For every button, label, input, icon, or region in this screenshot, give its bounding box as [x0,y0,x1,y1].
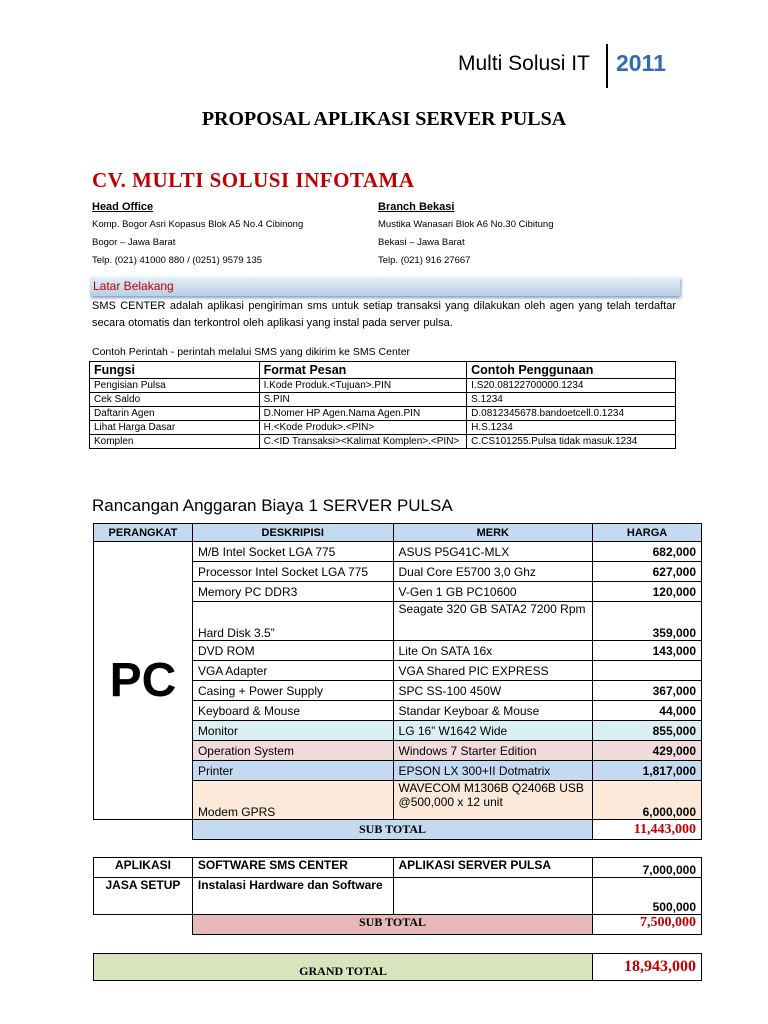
category-cell: JASA SETUP [94,878,193,915]
column-header: Contoh Penggunaan [467,362,676,379]
price-cell: 7,000,000 [593,858,702,878]
table-row [94,878,702,915]
price-cell: 44,000 [593,701,702,721]
brand-cell: ASUS P5G41C-MLX [393,542,593,562]
empty-cell [94,820,193,840]
budget-section-title: Rancangan Anggaran Biaya 1 SERVER PULSA [92,496,453,515]
description-cell: Casing + Power Supply [192,681,393,701]
description-cell: Modem GPRS [192,781,393,820]
subtotal-row [94,915,702,935]
description-cell: Keyboard & Mouse [192,701,393,721]
grand-total-label: GRAND TOTAL [94,954,593,981]
branch-block [378,198,553,270]
branch-label: Branch Bekasi [378,201,455,213]
table-cell: Pengisian Pulsa [90,379,260,393]
latar-belakang-paragraph: SMS CENTER adalah aplikasi pengiriman sms untuk setiap transaksi yang dilakukan oleh agen yang telah terdaftar secara otomatis dan terkontrol oleh aplikasi yang instal pada server pulsa. [92,300,676,329]
branch-line1: Mustika Wanasari Blok A6 No.30 Cibitung [378,219,554,230]
head-office-line1: Komp. Bogor Asri Kopasus Blok A5 No.4 Cibinong [92,219,304,230]
price-cell: 1,817,000 [593,761,702,781]
subtotal-value: 11,443,000 [593,820,702,840]
price-cell: 143,000 [593,641,702,661]
price-cell: 500,000 [593,878,702,915]
description-cell: SOFTWARE SMS CENTER [192,858,393,878]
aplikasi-table [93,857,702,935]
column-header: Fungsi [90,362,260,379]
table-cell: I.S20.08122700000.1234 [467,379,676,393]
price-cell: 6,000,000 [593,781,702,820]
brand-cell: V-Gen 1 GB PC10600 [393,582,593,602]
latar-belakang-heading: Latar Belakang [93,279,174,293]
description-cell: DVD ROM [192,641,393,661]
header-year: 2011 [616,50,666,76]
document-title: PROPOSAL APLIKASI SERVER PULSA [201,108,567,130]
table-cell: S.PIN [259,393,467,407]
subtotal-label: SUB TOTAL [192,820,592,840]
header-title: Multi Solusi IT [458,52,590,75]
table-cell: I.Kode Produk.<Tujuan>.PIN [259,379,467,393]
table-cell: H.<Kode Produk>.<PIN> [259,421,467,435]
price-cell: 682,000 [593,542,702,562]
brand-cell: Seagate 320 GB SATA2 7200 Rpm [393,602,593,641]
subtotal-value: 7,500,000 [593,915,702,935]
grand-total-table [93,953,702,981]
description-cell: Memory PC DDR3 [192,582,393,602]
grand-total-row [94,954,702,981]
price-cell: 627,000 [593,562,702,582]
table-row [90,421,676,435]
description-cell: Processor Intel Socket LGA 775 [192,562,393,582]
description-cell: Hard Disk 3.5” [192,602,393,641]
table-row [90,435,676,449]
column-header: MERK [393,524,593,542]
brand-cell: SPC SS-100 450W [393,681,593,701]
column-header: HARGA [593,524,702,542]
price-cell: 120,000 [593,582,702,602]
brand-cell: VGA Shared PIC EXPRESS [393,661,593,681]
table-cell: C.CS101255.Pulsa tidak masuk.1234 [467,435,676,449]
brand-cell: Windows 7 Starter Edition [393,741,593,761]
description-cell: M/B Intel Socket LGA 775 [192,542,393,562]
brand-cell: APLIKASI SERVER PULSA [393,858,593,878]
table-cell: Daftarin Agen [90,407,260,421]
description-cell: Monitor [192,721,393,741]
table-cell: H.S.1234 [467,421,676,435]
table-cell: S.1234 [467,393,676,407]
subtotal-label: SUB TOTAL [192,915,592,935]
empty-cell [94,915,193,935]
price-cell: 429,000 [593,741,702,761]
price-cell [593,661,702,681]
description-cell: Printer [192,761,393,781]
brand-cell: Standar Keyboar & Mouse [393,701,593,721]
brand-cell: EPSON LX 300+II Dotmatrix [393,761,593,781]
table-cell: D.Nomer HP Agen.Nama Agen.PIN [259,407,467,421]
table-cell: D.0812345678.bandoetcell.0.1234 [467,407,676,421]
column-header: PERANGKAT [94,524,193,542]
device-pc-label: PC [94,542,193,820]
table-cell: Komplen [90,435,260,449]
price-cell: 855,000 [593,721,702,741]
branch-line3: Telp. (021) 916 27667 [378,255,471,266]
table-row [90,379,676,393]
column-header: DESKRIPISI [192,524,393,542]
table-cell: C.<ID Transaksi><Kalimat Komplen>.<PIN> [259,435,467,449]
head-office-line3: Telp. (021) 41000 880 / (0251) 9579 135 [92,255,263,266]
column-header: Format Pesan [259,362,467,379]
table-row [94,542,702,562]
head-office-line2: Bogor – Jawa Barat [92,237,176,248]
description-cell: VGA Adapter [192,661,393,681]
grand-total-value: 18,943,000 [593,954,702,981]
company-name: CV. MULTI SOLUSI INFOTAMA [92,168,415,192]
description-cell: Instalasi Hardware dan Software [192,878,393,915]
head-office-block [92,198,303,270]
category-cell: APLIKASI [94,858,193,878]
table-row [90,407,676,421]
price-cell: 359,000 [593,602,702,641]
table-cell: Lihat Harga Dasar [90,421,260,435]
header-divider [606,44,608,88]
brand-cell: LG 16” W1642 Wide [393,721,593,741]
brand-cell: WAVECOM M1306B Q2406B USB @500,000 x 12 unit [393,781,593,820]
budget-table-header [94,524,702,542]
brand-cell: Lite On SATA 16x [393,641,593,661]
command-table-header [90,362,676,379]
budget-table [93,523,702,840]
contoh-perintah-caption: Contoh Perintah - perintah melalui SMS yang dikirim ke SMS Center [92,346,411,358]
brand-cell [393,878,593,915]
description-cell: Operation System [192,741,393,761]
price-cell: 367,000 [593,681,702,701]
table-cell: Cek Saldo [90,393,260,407]
brand-cell: Dual Core E5700 3,0 Ghz [393,562,593,582]
latar-belakang-heading-bar [90,277,680,296]
command-table [89,361,676,449]
table-row [94,858,702,878]
head-office-label: Head Office [92,201,154,213]
table-row [90,393,676,407]
subtotal-row [94,820,702,840]
branch-line2: Bekasi – Jawa Barat [378,237,465,248]
